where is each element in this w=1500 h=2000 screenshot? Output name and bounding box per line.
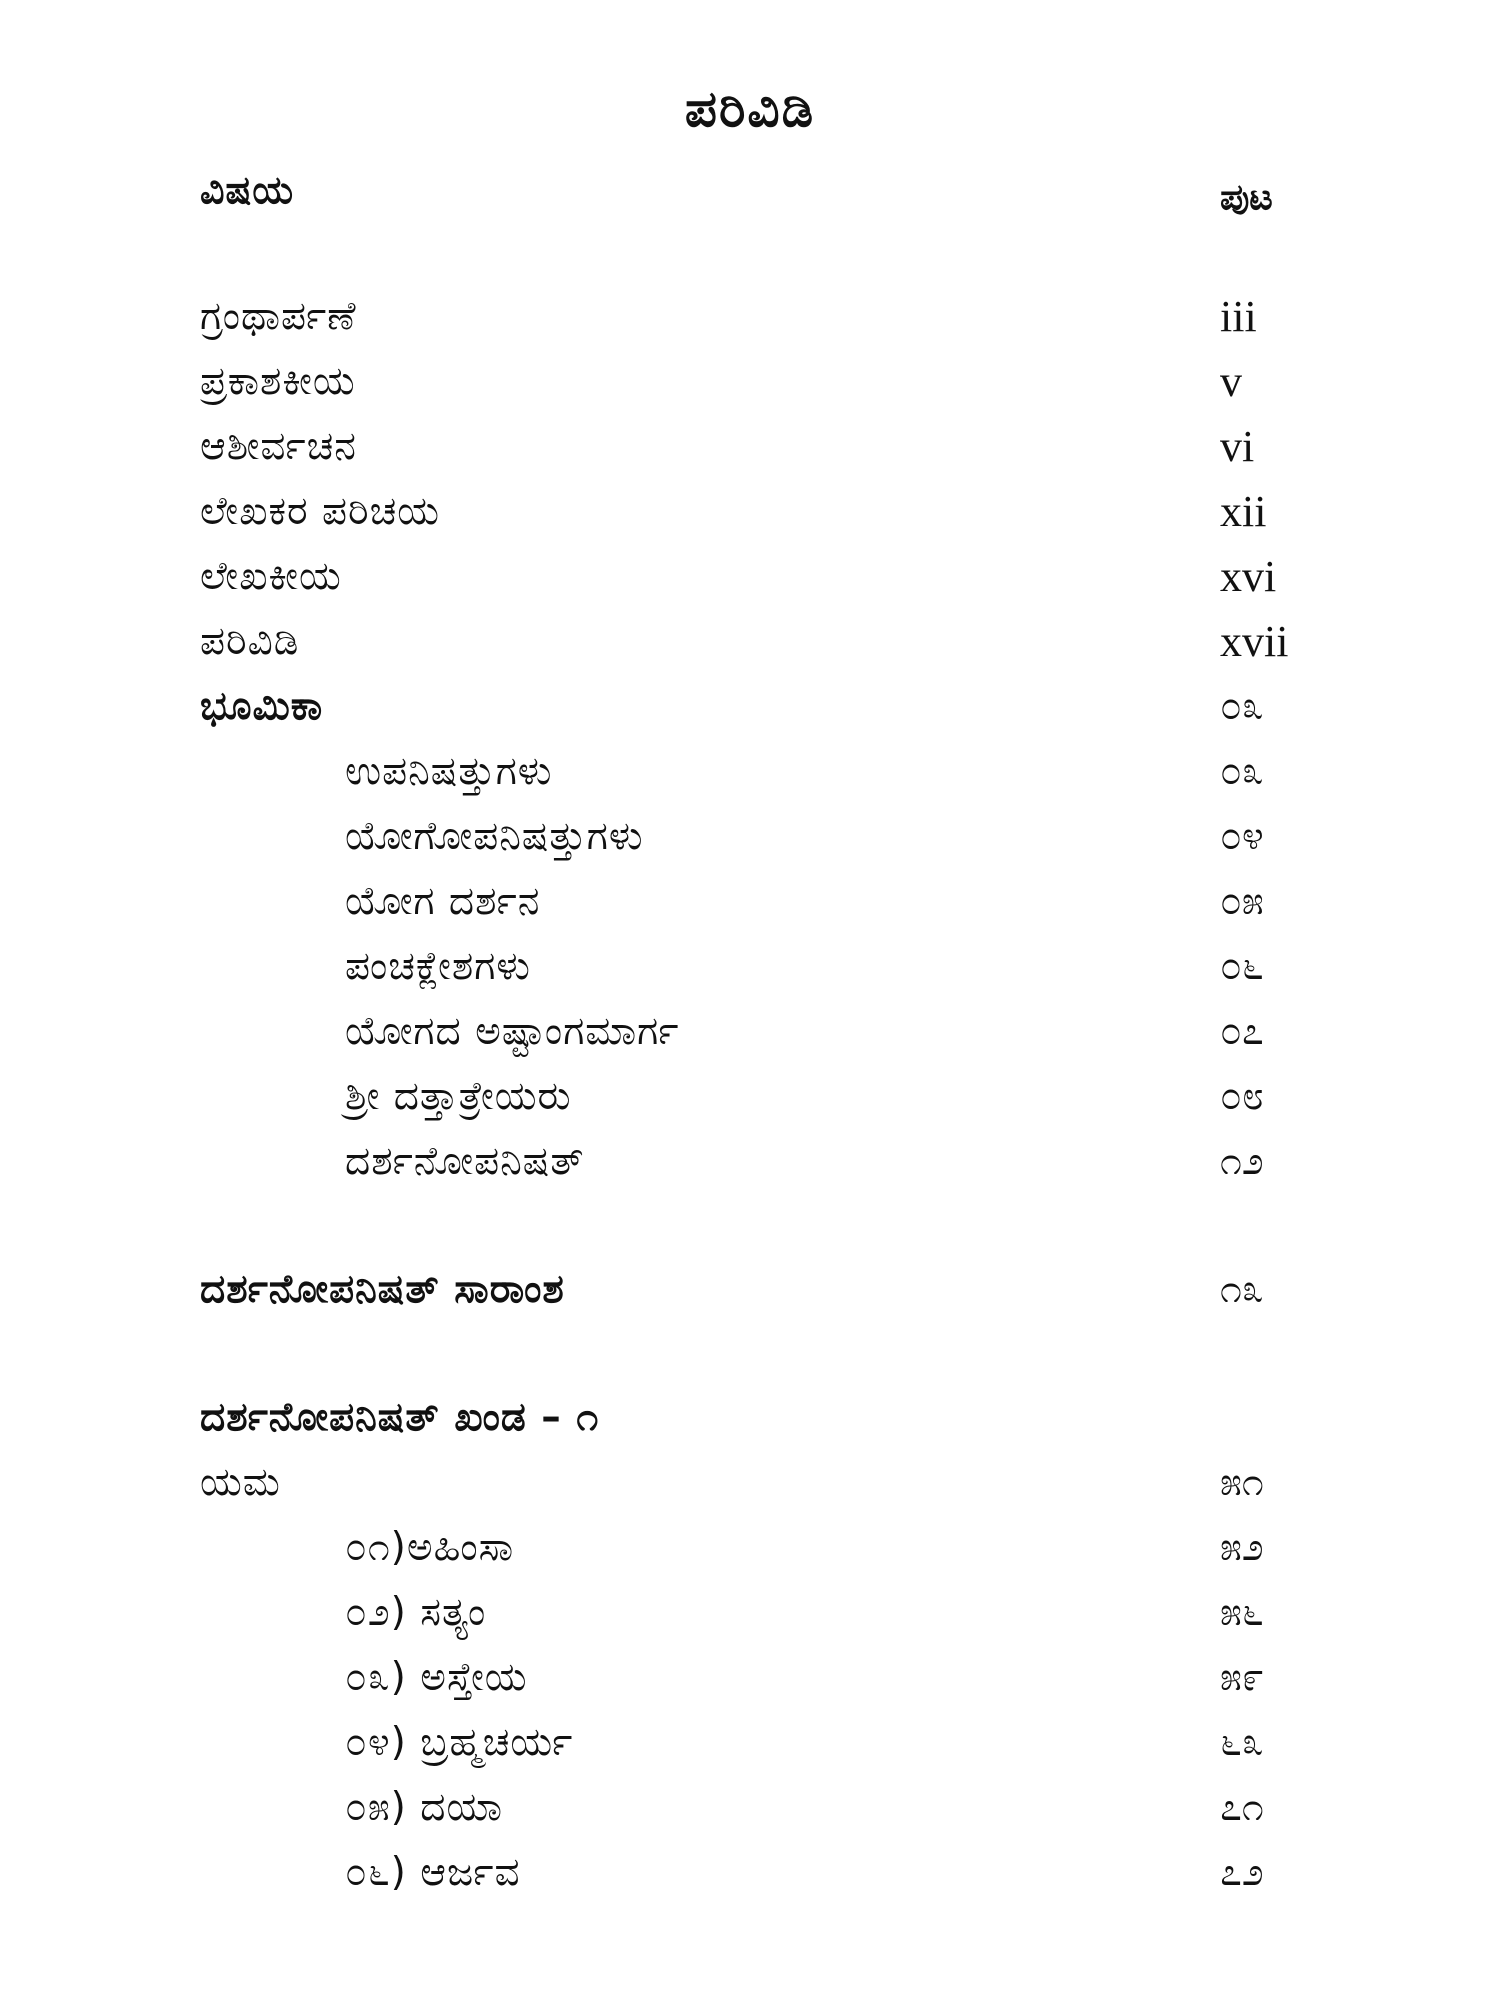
toc-entry: [0, 1583, 1500, 1643]
toc-entry-label: ಪರಿವಿಡಿ: [200, 619, 300, 664]
toc-entry-label: ಪ್ರಕಾಶಕೀಯ: [200, 359, 356, 404]
toc-entry-page: ೧೨: [1220, 1139, 1264, 1184]
toc-entry-label: ೦೫) ದಯಾ: [345, 1785, 504, 1830]
toc-entry: [0, 287, 1500, 347]
toc-entry-label: ೦೩) ಅಸ್ತೇಯ: [345, 1655, 528, 1700]
toc-entry: [0, 807, 1500, 867]
toc-entry-label: ೦೨) ಸತ್ಯಂ: [345, 1590, 487, 1635]
page-column-header: ಪುಟ: [1220, 177, 1273, 218]
toc-entry-page: v: [1220, 357, 1242, 406]
page-title: ಪರಿವಿಡಿ: [684, 80, 816, 138]
toc-entry-page: ೦೩: [1220, 684, 1264, 729]
toc-entry-label: ಯಮ: [200, 1460, 281, 1505]
toc-entry-label: ಪಂಚಕ್ಲೇಶಗಳು: [345, 944, 531, 989]
toc-section-heading: [0, 1388, 1500, 1448]
toc-entry-label: ದರ್ಶನೋಪನಿಷತ್: [345, 1139, 585, 1184]
toc-entry: [0, 352, 1500, 412]
toc-entry: [0, 1518, 1500, 1578]
toc-entry-page: ೦೭: [1220, 1009, 1264, 1054]
toc-entry: [0, 1067, 1500, 1127]
toc-entry-page: ೦೬: [1220, 944, 1264, 989]
toc-entry-page: xvii: [1220, 617, 1289, 666]
subject-column-header: ವಿಷಯ: [200, 168, 295, 212]
toc-entry-page: ೦೫: [1220, 879, 1264, 924]
toc-entry-page: ೫೨: [1220, 1525, 1264, 1570]
toc-entry-page: ೦೩: [1220, 749, 1264, 794]
toc-entry-label: ೦೬) ಆರ್ಜವ: [345, 1850, 521, 1895]
toc-section-heading: [0, 1260, 1500, 1320]
toc-entry: [0, 1453, 1500, 1513]
toc-entry: [0, 742, 1500, 802]
toc-entry-label: ಭೂಮಿಕಾ: [200, 684, 324, 729]
toc-entry-label: ಗ್ರಂಥಾರ್ಪಣೆ: [200, 294, 357, 339]
toc-entry-label: ೦೪) ಬ್ರಹ್ಮಚರ್ಯ: [345, 1720, 574, 1765]
toc-entry-label: ಲೇಖಕರ ಪರಿಚಯ: [200, 489, 441, 534]
toc-entry: [0, 1778, 1500, 1838]
toc-entry: [0, 612, 1500, 672]
toc-entry: [0, 1132, 1500, 1192]
toc-entry: [0, 547, 1500, 607]
toc-section-heading: [0, 677, 1500, 737]
toc-entry-label: ಲೇಖಕೀಯ: [200, 554, 342, 599]
toc-entry: [0, 1648, 1500, 1708]
toc-entry-label: ದರ್ಶನೋಪನಿಷತ್ ಖಂಡ – ೧: [200, 1395, 600, 1440]
toc-entry-label: ಯೋಗ ದರ್ಶನ: [345, 879, 541, 924]
toc-entry-label: ಯೋಗೋಪನಿಷತ್ತುಗಳು: [345, 814, 644, 859]
toc-entry-page: ೦೮: [1220, 1074, 1264, 1119]
toc-entry-page: xvi: [1220, 552, 1277, 601]
toc-entry-page: ೫೬: [1220, 1590, 1264, 1635]
toc-entry-label: ಶ್ರೀ ದತ್ತಾತ್ರೇಯರು: [345, 1074, 572, 1119]
toc-entry-page: ೧೩: [1220, 1267, 1264, 1312]
toc-entry: [0, 872, 1500, 932]
toc-entry-page: iii: [1220, 292, 1257, 341]
toc-entry-page: ೦೪: [1220, 814, 1264, 859]
toc-entry-page: vi: [1220, 422, 1255, 471]
column-headers: [0, 160, 1500, 220]
toc-entry-page: ೫೯: [1220, 1655, 1264, 1700]
toc-entry: [0, 417, 1500, 477]
toc-entry-label: ಉಪನಿಷತ್ತುಗಳು: [345, 749, 553, 794]
toc-entry-label: ಆಶೀರ್ವಚನ: [200, 424, 357, 469]
toc-entry: [0, 1713, 1500, 1773]
toc-entry-page: xii: [1220, 487, 1267, 536]
toc-entry-page: ೭೨: [1220, 1850, 1264, 1895]
toc-entry-page: ೫೧: [1220, 1460, 1264, 1505]
toc-entry-label: ಯೋಗದ ಅಷ್ಟಾಂಗಮಾರ್ಗ: [345, 1009, 680, 1054]
toc-entry-page: ೭೧: [1220, 1785, 1264, 1830]
toc-entry: [0, 1843, 1500, 1903]
toc-entry: [0, 482, 1500, 542]
toc-entry-page: ೬೩: [1220, 1720, 1264, 1765]
toc-entry-label: ೦೧)ಅಹಿಂಸಾ: [345, 1525, 515, 1570]
toc-entry: [0, 937, 1500, 997]
toc-entry: [0, 1002, 1500, 1062]
toc-entry-label: ದರ್ಶನೋಪನಿಷತ್ ಸಾರಾಂಶ: [200, 1267, 565, 1312]
